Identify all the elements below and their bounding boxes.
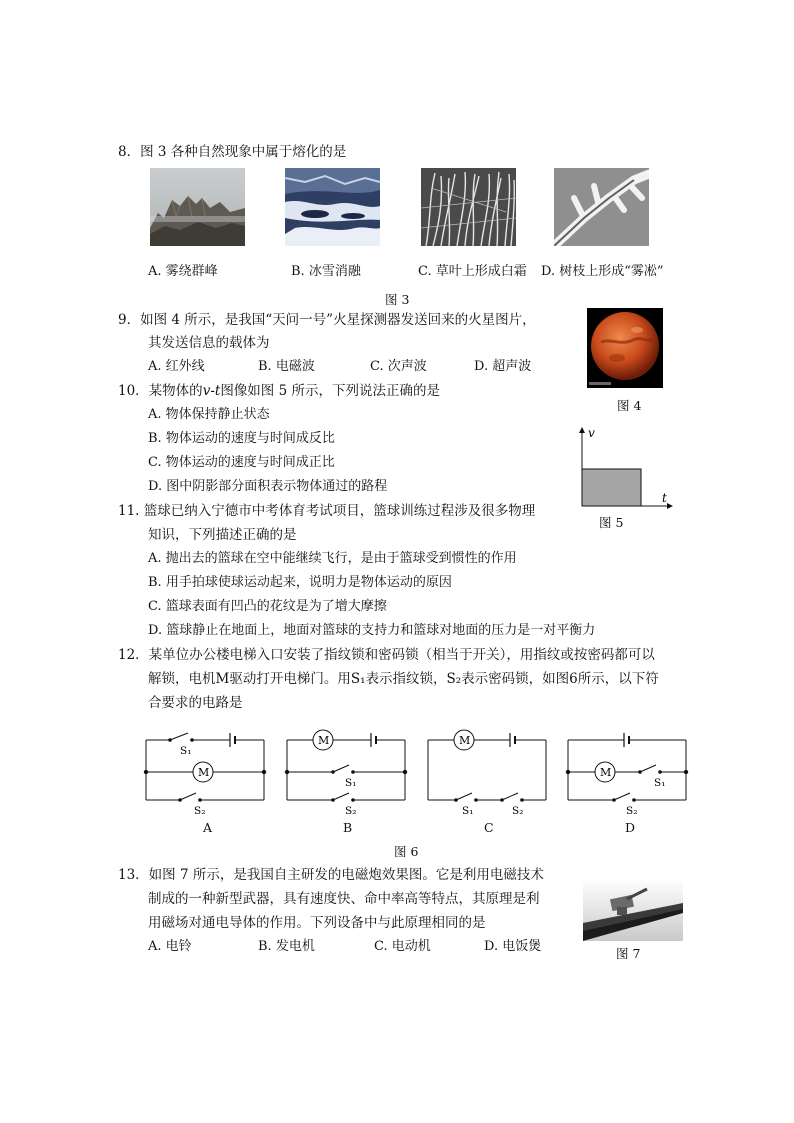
q10-option-d: D. 图中阴影部分面积表示物体通过的路程 [148,479,388,494]
q11-option-b: B. 用手拍球使球运动起来，说明力是物体运动的原因 [148,575,452,590]
q9-option-a: A. 红外线 [148,359,205,374]
q13-stem-line2: 制成的一种新型武器，具有速度快、命中率高等特点，其原理是利 [148,891,540,907]
circuit-a [140,728,270,818]
v-axis-label: v [588,426,595,440]
s2-label: S₂ [626,805,638,817]
mars-photo [587,308,663,388]
q8-stem: 8．图 3 各种自然现象中属于熔化的是 [118,144,347,160]
q10-option-c: C. 物体运动的速度与时间成正比 [148,455,335,470]
q11-stem-line2: 知识，下列描述正确的是 [148,527,297,543]
q8-option-b: B. 冰雪消融 [291,264,361,279]
motor-label: M [198,766,210,779]
q10-option-a: A. 物体保持静止状态 [148,407,270,422]
q8-option-c: C. 草叶上形成白霜 [418,264,527,279]
figure-3-caption: 图 3 [385,292,410,307]
q11-option-a: A. 抛出去的篮球在空中能继续飞行，是由于篮球受到惯性的作用 [148,551,517,566]
s2-label: S₂ [194,805,206,817]
q13-option-a: A. 电铃 [148,939,192,954]
figure-5-caption: 图 5 [599,515,624,530]
q10-stem-suffix: 图像如图 5 所示，下列说法正确的是 [220,383,440,399]
q8-option-a: A. 雾绕群峰 [148,264,218,279]
q11-option-d: D. 篮球静止在地面上，地面对篮球的支持力和篮球对地面的压力是一对平衡力 [148,623,596,638]
q10-stem [118,382,440,400]
s1-label: S₁ [345,777,357,789]
s1-label: S₁ [654,777,666,789]
railgun-photo [583,879,683,941]
figure-4-caption: 图 4 [617,398,642,413]
t-axis-label: t [662,491,667,505]
mountain-fog-photo [150,168,245,246]
shaded-area [582,469,641,506]
q13-stem-line3: 用磁场对通电导体的作用。下列设备中与此原理相同的是 [148,915,486,931]
q10-stem-var: v-t [202,383,221,399]
s2-label: S₂ [345,805,357,817]
circuit-b-label: B [343,820,353,835]
figure-6-caption: 图 6 [394,844,419,859]
q10-stem-prefix: 10．某物体的 [118,383,203,399]
q11-option-c: C. 篮球表面有凹凸的花纹是为了增大摩擦 [148,599,387,614]
q12-stem-line1: 12．某单位办公楼电梯入口安装了指纹锁和密码锁（相当于开关），用指纹或按密码都可以 [118,647,655,663]
motor-label: M [318,734,330,747]
circuit-a-label: A [203,820,213,835]
circuit-c [422,728,552,818]
rime-branch-photo [554,168,649,246]
q9-stem-line2: 其发送信息的载体为 [148,335,270,351]
q8-option-d: D. 树枝上形成“雾凇” [541,264,664,279]
q9-option-b: B. 电磁波 [258,359,315,374]
figure-7-caption: 图 7 [616,946,641,961]
q10-option-b: B. 物体运动的速度与时间成反比 [148,431,335,446]
q9-option-d: D. 超声波 [474,359,532,374]
circuit-c-label: C [484,820,494,835]
circuit-d [562,728,692,818]
q9-stem-line1: 9．如图 4 所示，是我国“天问一号”火星探测器发送回来的火星图片， [118,312,536,328]
q11-stem-line1: 11. 篮球已纳入宁德市中考体育考试项目，篮球训练过程涉及很多物理 [118,503,536,519]
q12-stem-line2: 解锁，电机M驱动打开电梯门。用S₁表示指纹锁，S₂表示密码锁，如图6所示，以下符 [148,671,659,687]
circuit-b [281,728,411,818]
motor-label: M [459,734,471,747]
s2-label: S₂ [512,805,524,817]
s1-label: S₁ [462,805,474,817]
frost-grass-photo [421,168,516,246]
q13-stem-line1: 13．如图 7 所示，是我国自主研发的电磁炮效果图。它是利用电磁技术 [118,867,544,883]
q12-stem-line3: 合要求的电路是 [148,695,243,711]
q13-option-d: D. 电饭煲 [484,939,542,954]
q13-option-b: B. 发电机 [258,939,315,954]
q13-option-c: C. 电动机 [374,939,431,954]
q9-option-c: C. 次声波 [370,359,427,374]
motor-label: M [600,766,612,779]
s1-label: S₁ [180,745,192,757]
snow-melting-photo [285,168,380,246]
circuit-d-label: D [625,820,636,835]
vt-graph [570,422,678,512]
